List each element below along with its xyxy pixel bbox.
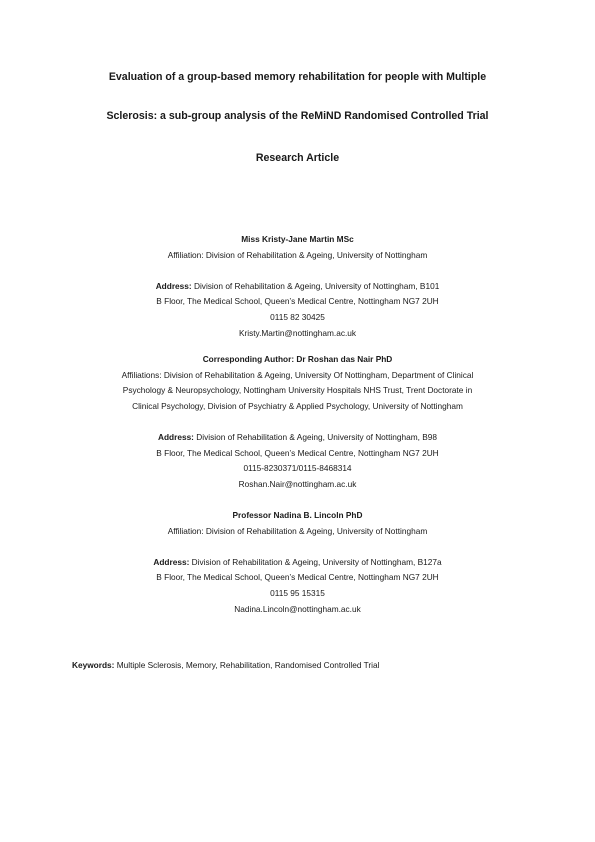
author-block-2 [0, 352, 595, 492]
address-text: Division of Rehabilitation & Ageing, University of Nottingham, B127a [189, 556, 442, 567]
author-phone: 0115-8230371/0115-8468314 [243, 463, 352, 474]
address-text: Division of Rehabilitation & Ageing, University of Nottingham, B98 [193, 431, 437, 442]
author-address-line-2: B Floor, The Medical School, Queen’s Medical Centre, Nottingham NG7 2UH [156, 572, 439, 583]
title-line-2: Sclerosis: a sub-group analysis of the ReMiND Randomised Controlled Trial [106, 110, 489, 122]
author-affiliation-line-3: Clinical Psychology, Division of Psychiatry & Applied Psychology, University of Nottingham [132, 400, 463, 411]
title-line-1: Evaluation of a group-based memory rehabilitation for people with Multiple [108, 71, 487, 83]
author-phone: 0115 95 15315 [270, 587, 325, 598]
author-affiliation: Affiliation: Division of Rehabilitation & Ageing, University of Nottingham [167, 525, 428, 536]
address-label: Address: [153, 556, 190, 567]
author-block-1 [0, 232, 595, 341]
article-type: Research Article [255, 152, 340, 164]
address-label: Address: [155, 280, 192, 291]
author-affiliation: Affiliation: Division of Rehabilitation & Ageing, University of Nottingham [167, 249, 428, 260]
author-affiliation-line-1: Affiliations: Division of Rehabilitation & Ageing, University Of Nottingham, Department of Clinical [121, 369, 474, 380]
keywords-text: Multiple Sclerosis, Memory, Rehabilitation, Randomised Controlled Trial [114, 660, 380, 670]
author-address-line-1 [0, 430, 595, 446]
author-affiliation-line-2: Psychology & Neuropsychology, Nottingham University Hospitals NHS Trust, Trent Doctorate in [122, 385, 473, 396]
author-email[interactable]: Kristy.Martin@nottingham.ac.uk [238, 327, 357, 338]
author-address-line-2: B Floor, The Medical School, Queen’s Medical Centre, Nottingham NG7 2UH [156, 447, 439, 458]
author-address-line-1 [0, 555, 595, 571]
author-name: Professor Nadina B. Lincoln PhD [232, 510, 363, 520]
author-name: Corresponding Author: Dr Roshan das Nair PhD [202, 354, 393, 364]
author-name: Miss Kristy-Jane Martin MSc [241, 234, 354, 244]
address-text: Division of Rehabilitation & Ageing, University of Nottingham, B101 [191, 280, 440, 291]
author-email[interactable]: Roshan.Nair@nottingham.ac.uk [238, 478, 357, 489]
author-phone: 0115 82 30425 [270, 311, 325, 322]
address-label: Address: [157, 431, 194, 442]
author-block-3 [0, 508, 595, 617]
keywords [72, 660, 379, 670]
author-email[interactable]: Nadina.Lincoln@nottingham.ac.uk [234, 603, 361, 614]
author-address-line-1 [0, 279, 595, 295]
author-address-line-2: B Floor, The Medical School, Queen’s Medical Centre, Nottingham NG7 2UH [156, 296, 439, 307]
keywords-label: Keywords: [72, 660, 115, 670]
